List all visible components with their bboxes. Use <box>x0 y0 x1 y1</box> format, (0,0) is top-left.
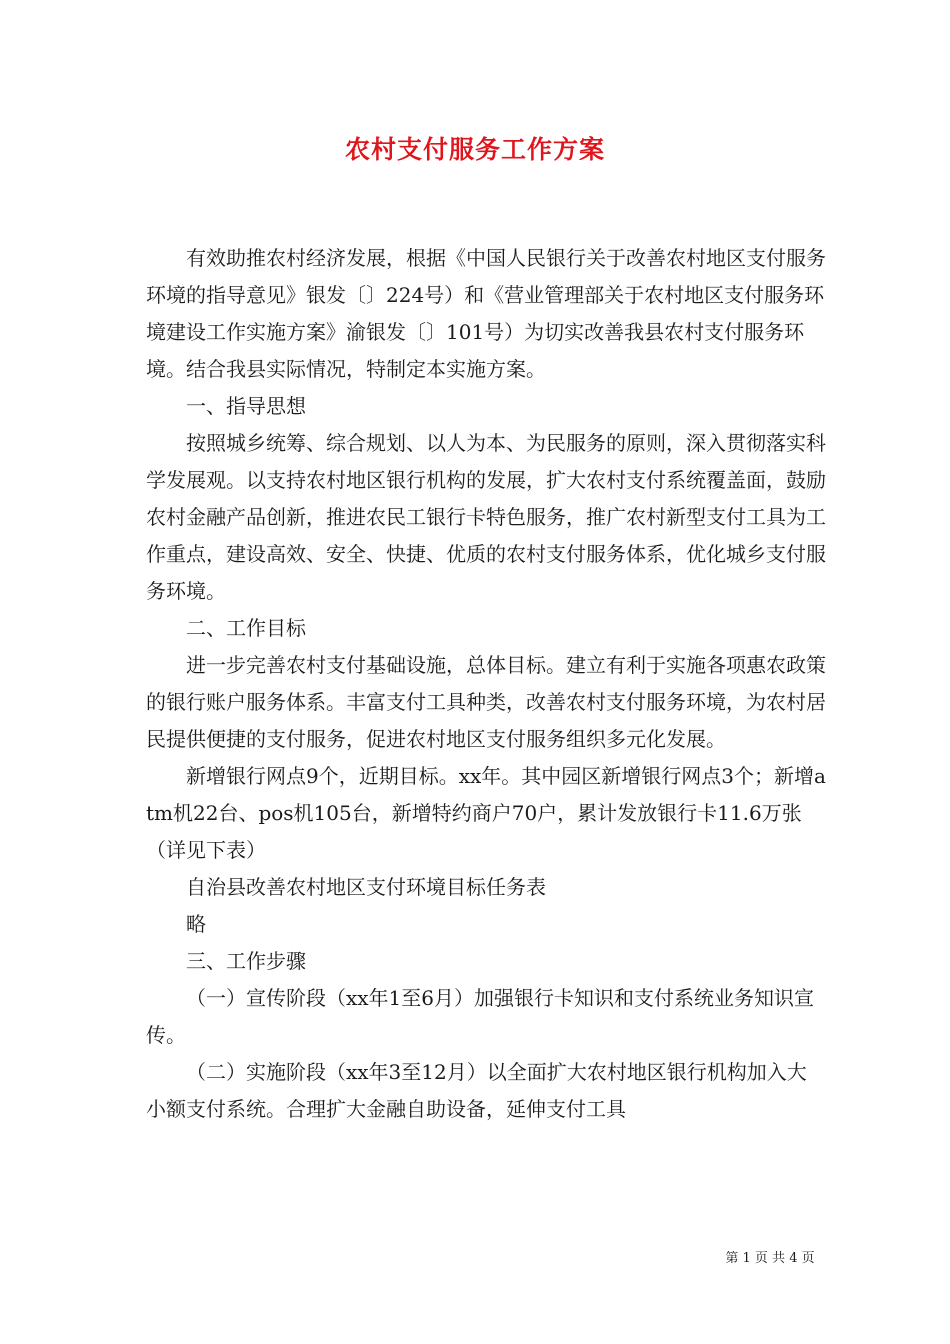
section-heading-1: 一、指导思想 <box>186 394 306 418</box>
page-footer: 第 1 页 共 4 页 <box>725 1251 815 1266</box>
paragraph-intro: 有效助推农村经济发展，根据《中国人民银行关于改善农村地区支付服务环境的指导意见》银发〔〕224号）和《营业管理部关于农村地区支付服务环境建设工作实施方案》渝银发〔〕101号）为切实改善我县农村支付服务环境。结合我县实际情况，特制定本实施方案。 <box>146 246 826 381</box>
paragraph-guiding: 按照城乡统筹、综合规划、以人为本、为民服务的原则，深入贯彻落实科学发展观。以支持农村地区银行机构的发展，扩大农村支付系统覆盖面，鼓励农村金融产品创新，推进农民工银行卡特色服务，推广农村新型支付工具为工作重点，建设高效、安全、快捷、优质的农村支付服务体系，优化城乡支付服务环境。 <box>146 431 826 603</box>
section-heading-3: 三、工作步骤 <box>186 949 306 973</box>
document-body <box>146 240 826 1128</box>
paragraph-step-1: （一）宣传阶段（xx年1至6月）加强银行卡知识和支付系统业务知识宣传。 <box>146 986 815 1047</box>
paragraph-step-2: （二）实施阶段（xx年3至12月）以全面扩大农村地区银行机构加入大小额支付系统。合理扩大金融自助设备，延伸支付工具 <box>146 1060 807 1121</box>
paragraph-near-term: 新增银行网点9个，近期目标。xx年。其中园区新增银行网点3个；新增atm机22台、pos机105台，新增特约商户70户，累计发放银行卡11.6万张（详见下表） <box>146 764 826 862</box>
document-title: 农村支付服务工作方案 <box>344 135 605 164</box>
table-omitted: 略 <box>186 912 206 936</box>
section-heading-2: 二、工作目标 <box>186 616 306 640</box>
table-caption: 自治县改善农村地区支付环境目标任务表 <box>186 875 546 899</box>
paragraph-goal: 进一步完善农村支付基础设施，总体目标。建立有利于实施各项惠农政策的银行账户服务体系。丰富支付工具种类，改善农村支付服务环境，为农村居民提供便捷的支付服务，促进农村地区支付服务组织多元化发展。 <box>146 653 826 751</box>
